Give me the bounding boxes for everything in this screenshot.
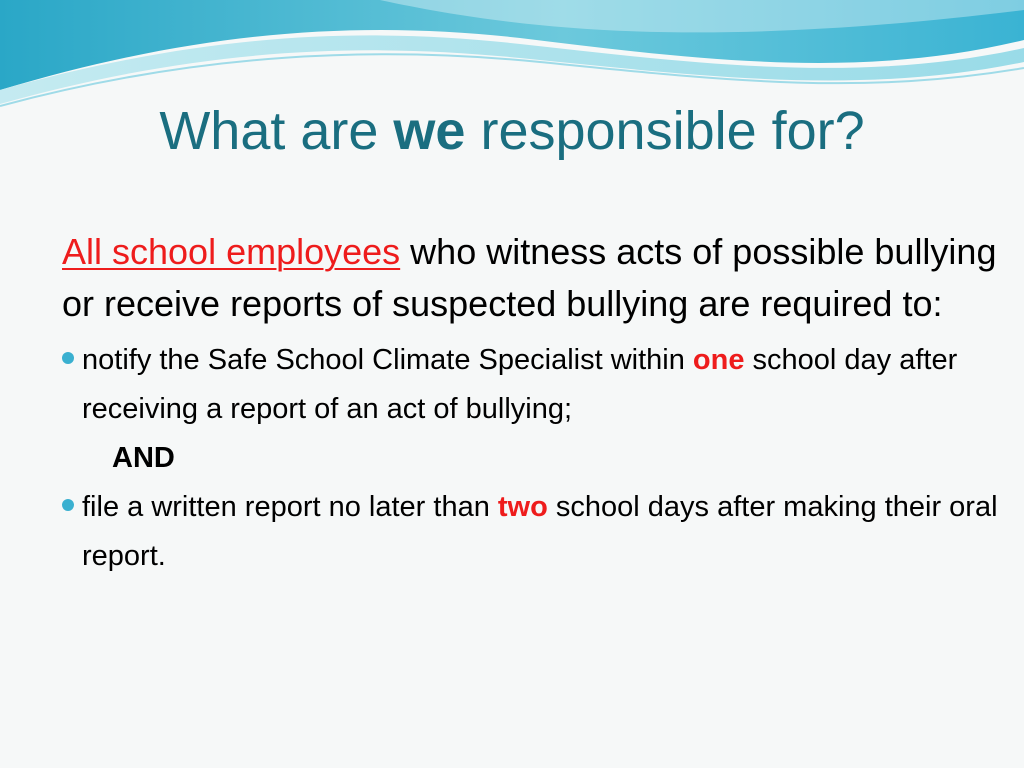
bullet-conjunction: AND bbox=[112, 442, 175, 474]
bullet-text-before: notify the Safe School Climate Specialist within bbox=[82, 344, 693, 376]
list-item bbox=[62, 336, 1002, 483]
list-item bbox=[62, 483, 1002, 581]
bullet-highlight: one bbox=[692, 344, 745, 376]
bullet-list bbox=[62, 336, 1002, 581]
bullet-text-after: school days after making their oral report. bbox=[82, 491, 998, 572]
intro-paragraph bbox=[62, 226, 1002, 330]
title-text-before: What are bbox=[159, 101, 394, 161]
bullet-text-before: file a written report no later than bbox=[82, 491, 498, 523]
bullet-text-after: school day after receiving a report of an act of bullying; bbox=[82, 344, 958, 425]
bullet-dot-icon bbox=[62, 499, 74, 511]
title-emphasis: we bbox=[393, 101, 466, 161]
intro-accent-text: All school employees bbox=[62, 231, 401, 272]
bullet-highlight: two bbox=[497, 491, 548, 523]
slide-title bbox=[0, 98, 1024, 164]
title-text-after: responsible for? bbox=[465, 101, 865, 161]
intro-rest-text: who witness acts of possible bullying or receive reports of suspected bullying are required to: bbox=[62, 231, 997, 324]
bullet-dot-icon bbox=[62, 352, 74, 364]
slide-body bbox=[62, 226, 1002, 581]
